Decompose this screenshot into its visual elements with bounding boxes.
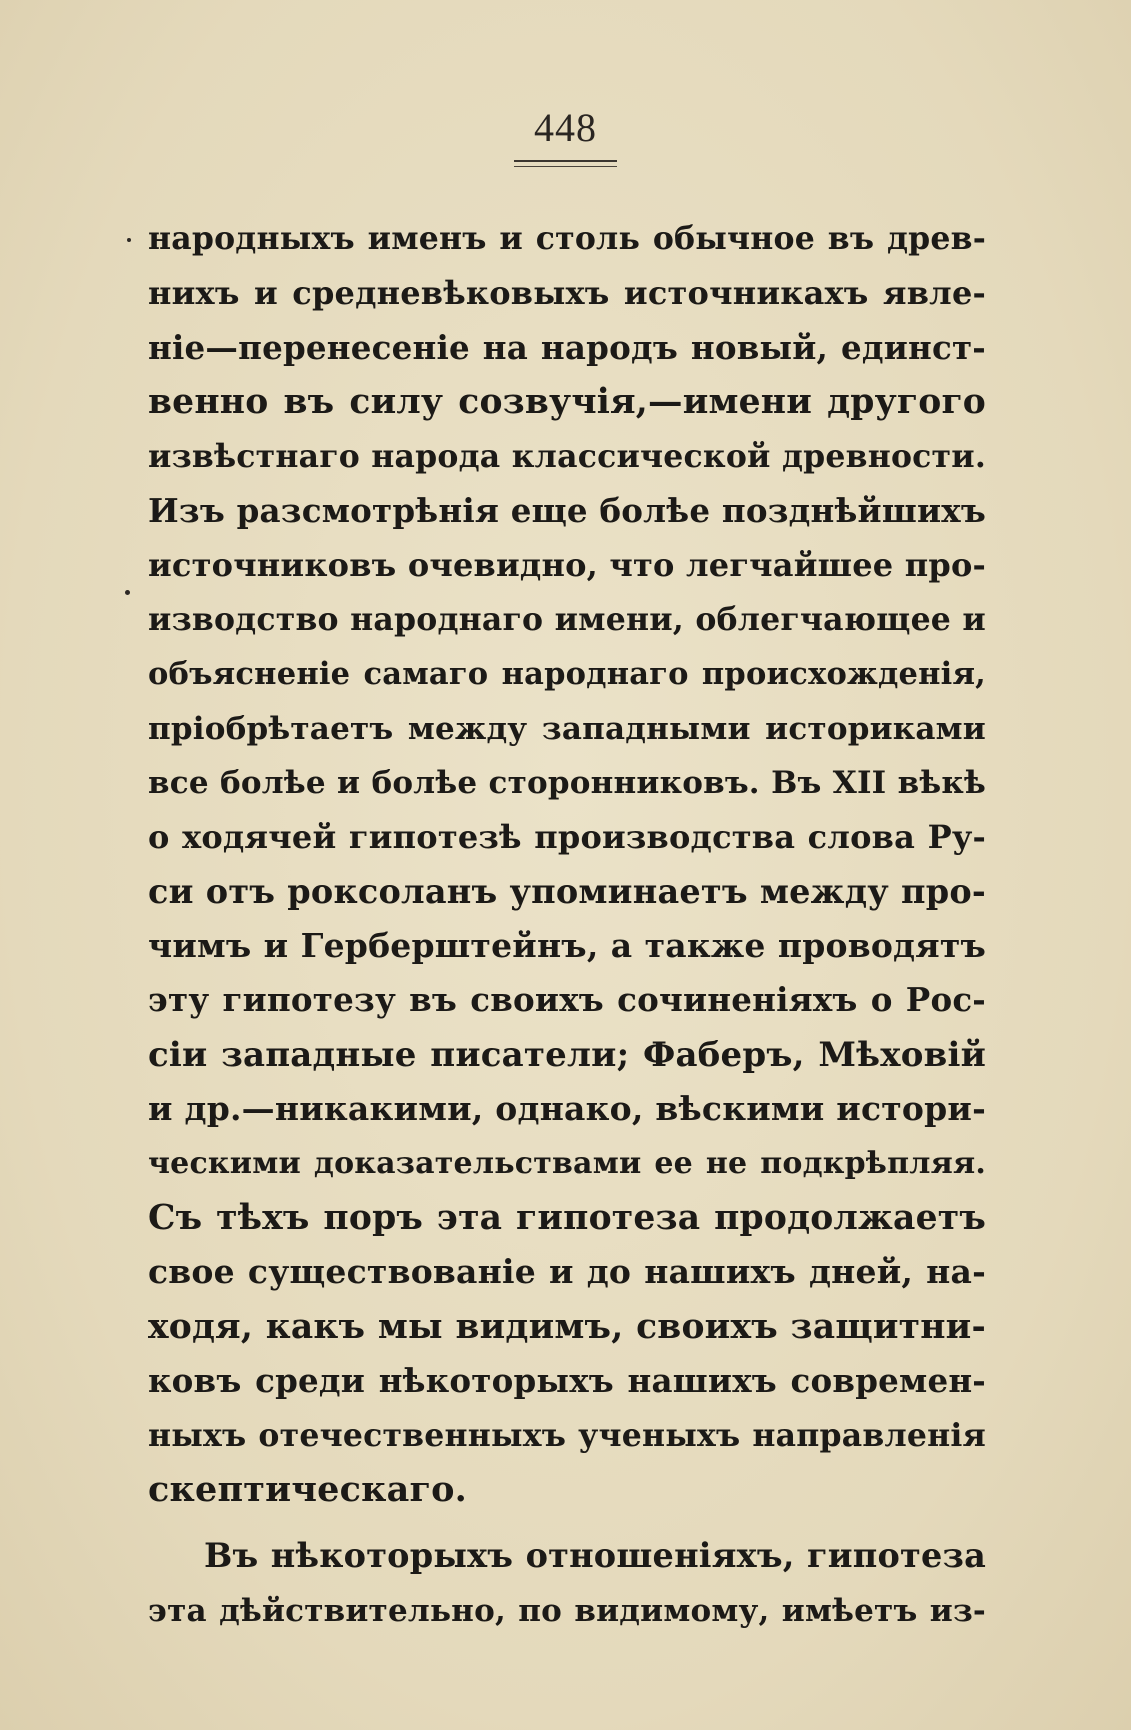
text-line: эту гипотезу въ своихъ сочиненіяхъ о Рос- [148,980,986,1020]
text-line: пріобрѣтаетъ между западными историками [148,710,986,747]
text-line: си отъ роксоланъ упоминаетъ между про- [148,871,986,911]
text-line: ныхъ отечественныхъ ученыхъ направленія [148,1416,986,1454]
text-line: ческими доказательствами ее не подкрѣпляя. [148,1145,986,1181]
text-line: Изъ разсмотрѣнія еще болѣе позднѣйшихъ [148,490,986,530]
text-line: источниковъ очевидно, что легчайшее про- [148,546,986,585]
text-line: ходя, какъ мы видимъ, своихъ защитни- [148,1306,986,1347]
page-number: 448 [534,105,597,150]
ink-speck [125,590,130,595]
paragraph-2 [148,1529,986,1638]
text-line: извѣстнаго народа классической древности. [148,437,986,475]
body-text [148,212,986,1638]
text-line: нихъ и средневѣковыхъ источникахъ явле- [148,274,986,313]
text-line: изводство народнаго имени, облегчающее и [148,600,986,638]
page-number-rule-top [514,160,617,162]
text-line: о ходячей гипотезѣ производства слова Ру- [148,818,986,857]
text-line: все болѣе и болѣе сторонниковъ. Въ XII вѣкѣ [148,764,986,801]
text-line: венно въ силу созвучія,—имени другого [148,382,986,423]
text-line: и др.—никакими, однако, вѣскими истори- [148,1089,986,1129]
page-number-rule-bottom [514,166,617,167]
ink-speck [127,238,131,242]
text-line: эта дѣйствительно, по видимому, имѣетъ из- [148,1592,986,1629]
text-line: сіи западные писатели; Фаберъ, Мѣховій [148,1034,986,1075]
text-line: Съ тѣхъ поръ эта гипотеза продолжаетъ [148,1198,986,1239]
text-line: свое существованіе и до нашихъ дней, на- [148,1252,986,1292]
text-line: объясненіе самаго народнаго происхожденія, [148,656,986,693]
paragraph-gap [148,1517,986,1529]
text-line: ковъ среди нѣкоторыхъ нашихъ современ- [148,1361,986,1401]
text-line: скептическаго. [148,1468,468,1510]
text-line: ніе—перенесеніе на народъ новый, единст- [148,327,986,367]
text-line: Въ нѣкоторыхъ отношеніяхъ, гипотеза [204,1536,986,1576]
text-line: народныхъ именъ и столь обычное въ древ- [148,220,986,257]
text-line: чимъ и Герберштейнъ, а также проводятъ [148,926,986,966]
paragraph-1 [148,212,986,1517]
